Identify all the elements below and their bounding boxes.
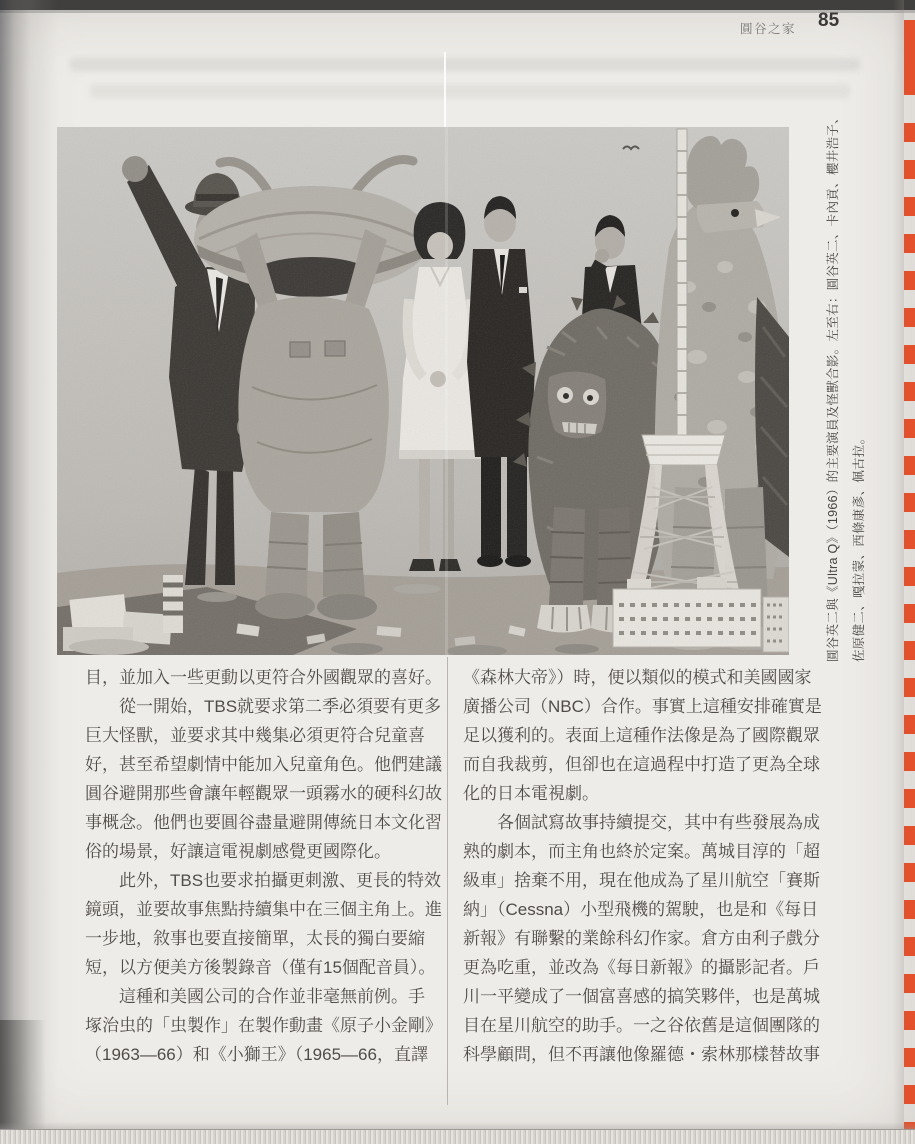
photo-caption-line-1: 圓谷英二與《Ultra Q》（1966）的主要演員及怪獸合影。左至右：圓谷英二、卡內貢、櫻井浩子、 — [826, 111, 840, 662]
page-bottom-shade — [0, 1122, 915, 1129]
body-text-line: （1963—66）和《小獅王》（1965—66，直譯 — [85, 1045, 428, 1064]
print-bleedthrough — [70, 58, 860, 71]
body-text-line: 級車」捨棄不用，現在他成為了星川航空「賽斯 — [463, 871, 820, 890]
body-text-line: 鏡頭，並要故事焦點持續集中在三個主角上。進 — [85, 900, 442, 919]
page-bottom-edge — [0, 1129, 915, 1144]
body-text-line: 塚治虫的「虫製作」在製作動畫《原子小金剛》 — [85, 1016, 442, 1035]
page-top-edge — [0, 0, 915, 10]
body-text-line: 川一平變成了一個富喜感的搞笑夥伴，也是萬城 — [463, 987, 820, 1006]
body-column-left — [85, 663, 455, 1069]
body-text-line: 目在星川航空的助手。一之谷依舊是這個團隊的 — [463, 1016, 820, 1035]
body-text-line: 新報》有聯繫的業餘科幻作家。倉方由利子戲分 — [463, 929, 820, 948]
body-text-line: 巨大怪獸，並要求其中幾集必須更符合兒童喜 — [85, 726, 425, 745]
chapter-tab-dash-long — [904, 20, 915, 95]
ultra-q-cast-photo — [57, 127, 789, 655]
body-text-line: 納」（Cessna）小型飛機的駕駛，也是和《每日 — [463, 900, 819, 919]
body-text-line: 圓谷避開那些會讓年輕觀眾一頭霧水的硬科幻故 — [85, 784, 442, 803]
print-bleedthrough — [90, 84, 850, 98]
body-column-right — [463, 663, 833, 1069]
page-top-edge-soft — [0, 10, 915, 13]
vignette — [57, 127, 789, 655]
body-text-line: 從一開始，TBS就要求第二季必須要有更多 — [85, 697, 442, 716]
page-fold-line — [444, 52, 446, 128]
photo-caption-line-2: 佐原健二、嘎拉蒙、西條康彥、佩古拉。 — [852, 431, 866, 662]
body-text-line: 足以獲利的。表面上這種作法像是為了國際觀眾 — [463, 726, 820, 745]
body-text-line: 廣播公司（NBC）合作。事實上這種安排確實是 — [463, 697, 822, 716]
body-text-line: 熟的劇本，而主角也終於定案。萬城目淳的「超 — [463, 842, 820, 861]
page-right-edge-shade — [893, 0, 904, 1144]
body-text-line: 短，以方便美方後製錄音（僅有15個配音員）。 — [85, 958, 436, 977]
body-text-line: 各個試寫故事持續提交，其中有些發展為成 — [463, 813, 820, 832]
body-text-line: 此外，TBS也要求拍攝更刺激、更長的特效 — [85, 871, 442, 890]
body-text-line: 好，甚至希望劇情中能加入兒童角色。他們建議 — [85, 755, 442, 774]
body-text-line: 俗的場景，好讓這電視劇感覺更國際化。 — [85, 842, 391, 861]
body-text-line: 目，並加入一些更動以更符合外國觀眾的喜好。 — [85, 668, 442, 687]
body-text-line: 這種和美國公司的合作並非毫無前例。手 — [85, 987, 425, 1006]
body-text-line: 更為吃重，並改為《每日新報》的攝影記者。戶 — [463, 958, 820, 977]
spine-shadow — [0, 0, 58, 1144]
page-number: 85 — [818, 10, 840, 31]
photo-caption — [820, 111, 874, 662]
body-text-line: 而自我裁剪，但卻也在這過程中打造了更為全球 — [463, 755, 820, 774]
chapter-tab-dashes — [904, 123, 915, 1130]
body-text-line: 化的日本電視劇。 — [463, 784, 599, 803]
body-text-line: 《森林大帝》）時，便以類似的模式和美國國家 — [463, 668, 812, 687]
body-text-line: 一步地，敘事也要直接簡單，太長的獨白要縮 — [85, 929, 425, 948]
chapter-title: 圓谷之家 — [740, 22, 797, 36]
body-text-line: 科學顧問，但不再讓他像羅德・索林那樣替故事 — [463, 1045, 820, 1064]
body-text-line: 事概念。他們也要圓谷盡量避開傳統日本文化習 — [85, 813, 442, 832]
